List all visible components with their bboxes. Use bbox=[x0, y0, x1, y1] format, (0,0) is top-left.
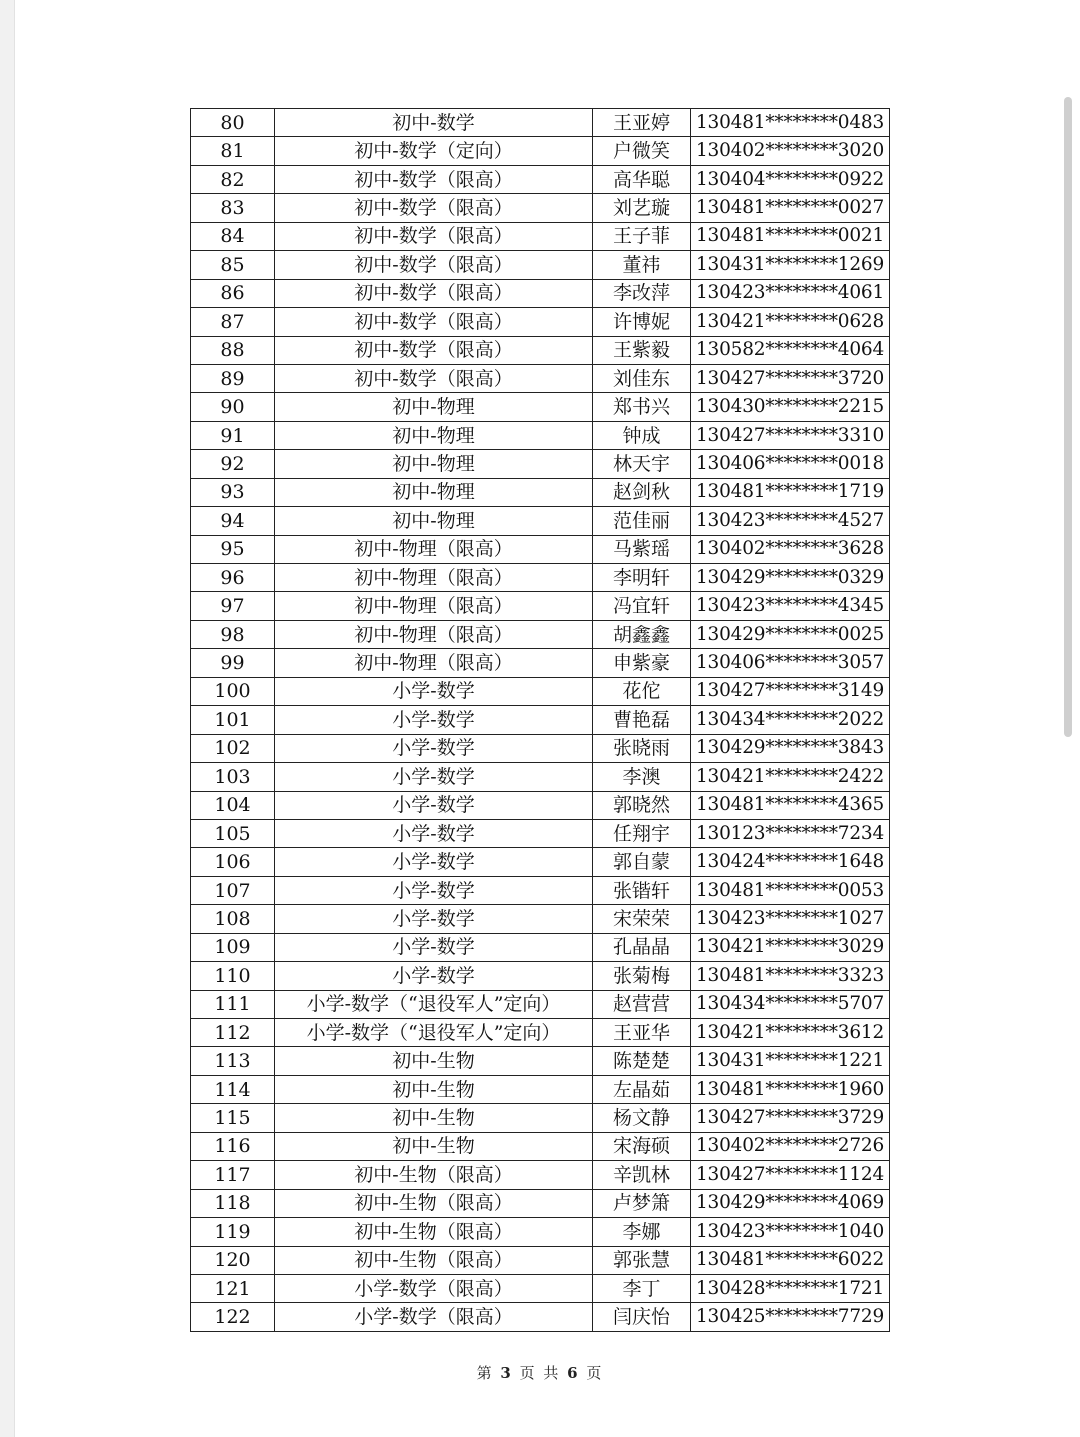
cell-id: 130427********1124 bbox=[691, 1161, 890, 1189]
cell-serial-number: 90 bbox=[191, 393, 275, 421]
cell-id: 130402********3628 bbox=[691, 535, 890, 563]
cell-name: 陈楚楚 bbox=[593, 1047, 691, 1075]
cell-serial-number: 112 bbox=[191, 1019, 275, 1047]
cell-serial-number: 116 bbox=[191, 1132, 275, 1160]
table-row bbox=[191, 649, 890, 677]
cell-subject: 初中-生物 bbox=[275, 1132, 593, 1160]
cell-subject: 初中-生物（限高） bbox=[275, 1161, 593, 1189]
cell-name: 董祎 bbox=[593, 251, 691, 279]
cell-name: 郭张慧 bbox=[593, 1246, 691, 1274]
cell-subject: 初中-物理（限高） bbox=[275, 649, 593, 677]
cell-id: 130423********1027 bbox=[691, 905, 890, 933]
cell-name: 李娜 bbox=[593, 1218, 691, 1246]
table-row bbox=[191, 1189, 890, 1217]
cell-id: 130430********2215 bbox=[691, 393, 890, 421]
cell-serial-number: 122 bbox=[191, 1303, 275, 1331]
cell-subject: 小学-数学 bbox=[275, 706, 593, 734]
table-row bbox=[191, 620, 890, 648]
cell-serial-number: 88 bbox=[191, 336, 275, 364]
cell-id: 130424********1648 bbox=[691, 848, 890, 876]
cell-serial-number: 81 bbox=[191, 137, 275, 165]
cell-serial-number: 114 bbox=[191, 1075, 275, 1103]
cell-subject: 小学-数学（限高） bbox=[275, 1274, 593, 1302]
cell-serial-number: 103 bbox=[191, 763, 275, 791]
cell-subject: 小学-数学 bbox=[275, 933, 593, 961]
candidate-table bbox=[190, 108, 890, 1332]
cell-name: 郭自蒙 bbox=[593, 848, 691, 876]
table-row bbox=[191, 592, 890, 620]
cell-subject: 初中-数学 bbox=[275, 109, 593, 137]
cell-name: 孔晶晶 bbox=[593, 933, 691, 961]
cell-subject: 初中-数学（限高） bbox=[275, 279, 593, 307]
cell-serial-number: 97 bbox=[191, 592, 275, 620]
cell-id: 130428********1721 bbox=[691, 1274, 890, 1302]
table-row bbox=[191, 933, 890, 961]
cell-id: 130481********0021 bbox=[691, 222, 890, 250]
cell-serial-number: 96 bbox=[191, 564, 275, 592]
cell-subject: 初中-生物 bbox=[275, 1075, 593, 1103]
table-row bbox=[191, 1047, 890, 1075]
cell-id: 130481********3323 bbox=[691, 962, 890, 990]
cell-id: 130429********3843 bbox=[691, 734, 890, 762]
footer-middle: 页 共 bbox=[519, 1364, 561, 1382]
table-row bbox=[191, 1274, 890, 1302]
cell-id: 130481********0053 bbox=[691, 876, 890, 904]
table-row bbox=[191, 763, 890, 791]
cell-id: 130402********3020 bbox=[691, 137, 890, 165]
table-row bbox=[191, 109, 890, 137]
cell-serial-number: 101 bbox=[191, 706, 275, 734]
cell-id: 130431********1269 bbox=[691, 251, 890, 279]
cell-id: 130481********6022 bbox=[691, 1246, 890, 1274]
table-row bbox=[191, 1075, 890, 1103]
cell-name: 曹艳磊 bbox=[593, 706, 691, 734]
table-row bbox=[191, 905, 890, 933]
cell-id: 130406********3057 bbox=[691, 649, 890, 677]
cell-subject: 初中-生物 bbox=[275, 1104, 593, 1132]
cell-subject: 初中-数学（限高） bbox=[275, 222, 593, 250]
table-row bbox=[191, 165, 890, 193]
cell-serial-number: 104 bbox=[191, 791, 275, 819]
cell-subject: 初中-物理（限高） bbox=[275, 564, 593, 592]
table-row bbox=[191, 819, 890, 847]
viewer-left-gutter bbox=[0, 0, 15, 1437]
cell-serial-number: 105 bbox=[191, 819, 275, 847]
cell-name: 钟成 bbox=[593, 421, 691, 449]
cell-name: 卢梦箫 bbox=[593, 1189, 691, 1217]
cell-id: 130421********0628 bbox=[691, 308, 890, 336]
cell-id: 130434********2022 bbox=[691, 706, 890, 734]
cell-subject: 小学-数学（限高） bbox=[275, 1303, 593, 1331]
cell-name: 马紫瑶 bbox=[593, 535, 691, 563]
cell-serial-number: 89 bbox=[191, 364, 275, 392]
cell-id: 130421********3612 bbox=[691, 1019, 890, 1047]
cell-serial-number: 91 bbox=[191, 421, 275, 449]
cell-name: 闫庆怡 bbox=[593, 1303, 691, 1331]
cell-serial-number: 86 bbox=[191, 279, 275, 307]
cell-name: 郑书兴 bbox=[593, 393, 691, 421]
cell-serial-number: 92 bbox=[191, 450, 275, 478]
cell-serial-number: 85 bbox=[191, 251, 275, 279]
cell-subject: 初中-物理 bbox=[275, 450, 593, 478]
cell-id: 130425********7729 bbox=[691, 1303, 890, 1331]
table-row bbox=[191, 876, 890, 904]
cell-id: 130481********0027 bbox=[691, 194, 890, 222]
page-footer bbox=[0, 1362, 1080, 1383]
table-row bbox=[191, 1161, 890, 1189]
cell-id: 130429********4069 bbox=[691, 1189, 890, 1217]
cell-serial-number: 102 bbox=[191, 734, 275, 762]
cell-serial-number: 80 bbox=[191, 109, 275, 137]
cell-name: 辛凯林 bbox=[593, 1161, 691, 1189]
cell-name: 王紫毅 bbox=[593, 336, 691, 364]
cell-id: 130582********4064 bbox=[691, 336, 890, 364]
table-row bbox=[191, 535, 890, 563]
cell-serial-number: 108 bbox=[191, 905, 275, 933]
cell-name: 胡鑫鑫 bbox=[593, 620, 691, 648]
cell-name: 左晶茹 bbox=[593, 1075, 691, 1103]
cell-id: 130429********0025 bbox=[691, 620, 890, 648]
cell-id: 130434********5707 bbox=[691, 990, 890, 1018]
cell-subject: 小学-数学 bbox=[275, 791, 593, 819]
footer-total-pages: 6 bbox=[567, 1364, 580, 1382]
cell-serial-number: 110 bbox=[191, 962, 275, 990]
vertical-scrollbar[interactable] bbox=[1064, 97, 1072, 737]
cell-name: 李丁 bbox=[593, 1274, 691, 1302]
cell-name: 冯宜轩 bbox=[593, 592, 691, 620]
cell-serial-number: 94 bbox=[191, 507, 275, 535]
cell-id: 130423********4527 bbox=[691, 507, 890, 535]
cell-serial-number: 113 bbox=[191, 1047, 275, 1075]
cell-serial-number: 82 bbox=[191, 165, 275, 193]
cell-subject: 小学-数学 bbox=[275, 819, 593, 847]
table-row bbox=[191, 1246, 890, 1274]
cell-name: 王亚华 bbox=[593, 1019, 691, 1047]
cell-serial-number: 111 bbox=[191, 990, 275, 1018]
table-row bbox=[191, 1104, 890, 1132]
cell-subject: 小学-数学（“退役军人”定向） bbox=[275, 1019, 593, 1047]
cell-name: 花佗 bbox=[593, 677, 691, 705]
cell-name: 刘佳东 bbox=[593, 364, 691, 392]
cell-id: 130421********2422 bbox=[691, 763, 890, 791]
table-row bbox=[191, 1218, 890, 1246]
cell-name: 李澳 bbox=[593, 763, 691, 791]
cell-name: 许博妮 bbox=[593, 308, 691, 336]
cell-subject: 初中-数学（限高） bbox=[275, 308, 593, 336]
cell-serial-number: 120 bbox=[191, 1246, 275, 1274]
table-row bbox=[191, 564, 890, 592]
cell-name: 宋荣荣 bbox=[593, 905, 691, 933]
cell-serial-number: 93 bbox=[191, 478, 275, 506]
table-row bbox=[191, 1019, 890, 1047]
cell-subject: 初中-物理 bbox=[275, 478, 593, 506]
table-row bbox=[191, 990, 890, 1018]
cell-serial-number: 117 bbox=[191, 1161, 275, 1189]
table-row bbox=[191, 364, 890, 392]
cell-subject: 初中-数学（限高） bbox=[275, 336, 593, 364]
cell-id: 130402********2726 bbox=[691, 1132, 890, 1160]
cell-name: 林天宇 bbox=[593, 450, 691, 478]
cell-id: 130481********1719 bbox=[691, 478, 890, 506]
cell-serial-number: 87 bbox=[191, 308, 275, 336]
cell-name: 宋海硕 bbox=[593, 1132, 691, 1160]
cell-subject: 初中-数学（限高） bbox=[275, 165, 593, 193]
cell-id: 130481********4365 bbox=[691, 791, 890, 819]
cell-subject: 小学-数学 bbox=[275, 905, 593, 933]
cell-id: 130423********1040 bbox=[691, 1218, 890, 1246]
cell-id: 130431********1221 bbox=[691, 1047, 890, 1075]
cell-name: 赵剑秋 bbox=[593, 478, 691, 506]
table-row bbox=[191, 251, 890, 279]
cell-name: 王子菲 bbox=[593, 222, 691, 250]
cell-serial-number: 109 bbox=[191, 933, 275, 961]
table-row bbox=[191, 507, 890, 535]
cell-subject: 小学-数学（“退役军人”定向） bbox=[275, 990, 593, 1018]
cell-serial-number: 106 bbox=[191, 848, 275, 876]
cell-subject: 初中-物理 bbox=[275, 421, 593, 449]
cell-subject: 初中-数学（限高） bbox=[275, 194, 593, 222]
cell-name: 张锴轩 bbox=[593, 876, 691, 904]
cell-subject: 小学-数学 bbox=[275, 876, 593, 904]
cell-name: 户微笑 bbox=[593, 137, 691, 165]
table-row bbox=[191, 222, 890, 250]
cell-serial-number: 84 bbox=[191, 222, 275, 250]
cell-name: 赵营营 bbox=[593, 990, 691, 1018]
cell-serial-number: 83 bbox=[191, 194, 275, 222]
cell-subject: 初中-物理 bbox=[275, 393, 593, 421]
cell-subject: 初中-数学（限高） bbox=[275, 251, 593, 279]
cell-name: 高华聪 bbox=[593, 165, 691, 193]
cell-name: 杨文静 bbox=[593, 1104, 691, 1132]
cell-serial-number: 121 bbox=[191, 1274, 275, 1302]
cell-serial-number: 100 bbox=[191, 677, 275, 705]
cell-subject: 初中-物理（限高） bbox=[275, 592, 593, 620]
table-row bbox=[191, 279, 890, 307]
table-row bbox=[191, 1303, 890, 1331]
cell-id: 130406********0018 bbox=[691, 450, 890, 478]
cell-subject: 小学-数学 bbox=[275, 962, 593, 990]
table-row bbox=[191, 1132, 890, 1160]
cell-serial-number: 107 bbox=[191, 876, 275, 904]
table-row bbox=[191, 734, 890, 762]
cell-id: 130427********3720 bbox=[691, 364, 890, 392]
cell-serial-number: 115 bbox=[191, 1104, 275, 1132]
cell-serial-number: 119 bbox=[191, 1218, 275, 1246]
table-row bbox=[191, 791, 890, 819]
table-row bbox=[191, 421, 890, 449]
cell-subject: 小学-数学 bbox=[275, 848, 593, 876]
table-row bbox=[191, 478, 890, 506]
table-row bbox=[191, 308, 890, 336]
cell-id: 130123********7234 bbox=[691, 819, 890, 847]
table-row bbox=[191, 336, 890, 364]
table-row bbox=[191, 450, 890, 478]
cell-id: 130423********4061 bbox=[691, 279, 890, 307]
table-row bbox=[191, 137, 890, 165]
cell-subject: 初中-生物（限高） bbox=[275, 1189, 593, 1217]
cell-subject: 初中-物理 bbox=[275, 507, 593, 535]
cell-id: 130429********0329 bbox=[691, 564, 890, 592]
cell-id: 130427********3149 bbox=[691, 677, 890, 705]
table-row bbox=[191, 706, 890, 734]
candidate-table-body bbox=[191, 109, 890, 1332]
cell-id: 130481********0483 bbox=[691, 109, 890, 137]
cell-name: 张晓雨 bbox=[593, 734, 691, 762]
cell-subject: 初中-物理（限高） bbox=[275, 535, 593, 563]
cell-id: 130481********1960 bbox=[691, 1075, 890, 1103]
cell-name: 郭晓然 bbox=[593, 791, 691, 819]
cell-name: 李明轩 bbox=[593, 564, 691, 592]
cell-name: 王亚婷 bbox=[593, 109, 691, 137]
cell-subject: 小学-数学 bbox=[275, 734, 593, 762]
table-row bbox=[191, 194, 890, 222]
cell-serial-number: 98 bbox=[191, 620, 275, 648]
cell-subject: 小学-数学 bbox=[275, 677, 593, 705]
cell-id: 130404********0922 bbox=[691, 165, 890, 193]
cell-subject: 初中-生物（限高） bbox=[275, 1246, 593, 1274]
cell-name: 刘艺璇 bbox=[593, 194, 691, 222]
cell-id: 130421********3029 bbox=[691, 933, 890, 961]
cell-name: 任翔宇 bbox=[593, 819, 691, 847]
cell-id: 130423********4345 bbox=[691, 592, 890, 620]
cell-id: 130427********3729 bbox=[691, 1104, 890, 1132]
cell-serial-number: 95 bbox=[191, 535, 275, 563]
cell-serial-number: 99 bbox=[191, 649, 275, 677]
cell-subject: 小学-数学 bbox=[275, 763, 593, 791]
cell-subject: 初中-数学（限高） bbox=[275, 364, 593, 392]
footer-page-prefix: 第 bbox=[476, 1364, 494, 1382]
table-row bbox=[191, 677, 890, 705]
table-row bbox=[191, 962, 890, 990]
table-row bbox=[191, 848, 890, 876]
cell-subject: 初中-数学（定向） bbox=[275, 137, 593, 165]
cell-name: 申紫豪 bbox=[593, 649, 691, 677]
cell-id: 130427********3310 bbox=[691, 421, 890, 449]
cell-subject: 初中-生物 bbox=[275, 1047, 593, 1075]
cell-subject: 初中-物理（限高） bbox=[275, 620, 593, 648]
footer-current-page: 3 bbox=[500, 1364, 513, 1382]
table-row bbox=[191, 393, 890, 421]
cell-name: 范佳丽 bbox=[593, 507, 691, 535]
cell-subject: 初中-生物（限高） bbox=[275, 1218, 593, 1246]
cell-serial-number: 118 bbox=[191, 1189, 275, 1217]
footer-suffix: 页 bbox=[586, 1364, 604, 1382]
cell-name: 李改萍 bbox=[593, 279, 691, 307]
cell-name: 张菊梅 bbox=[593, 962, 691, 990]
